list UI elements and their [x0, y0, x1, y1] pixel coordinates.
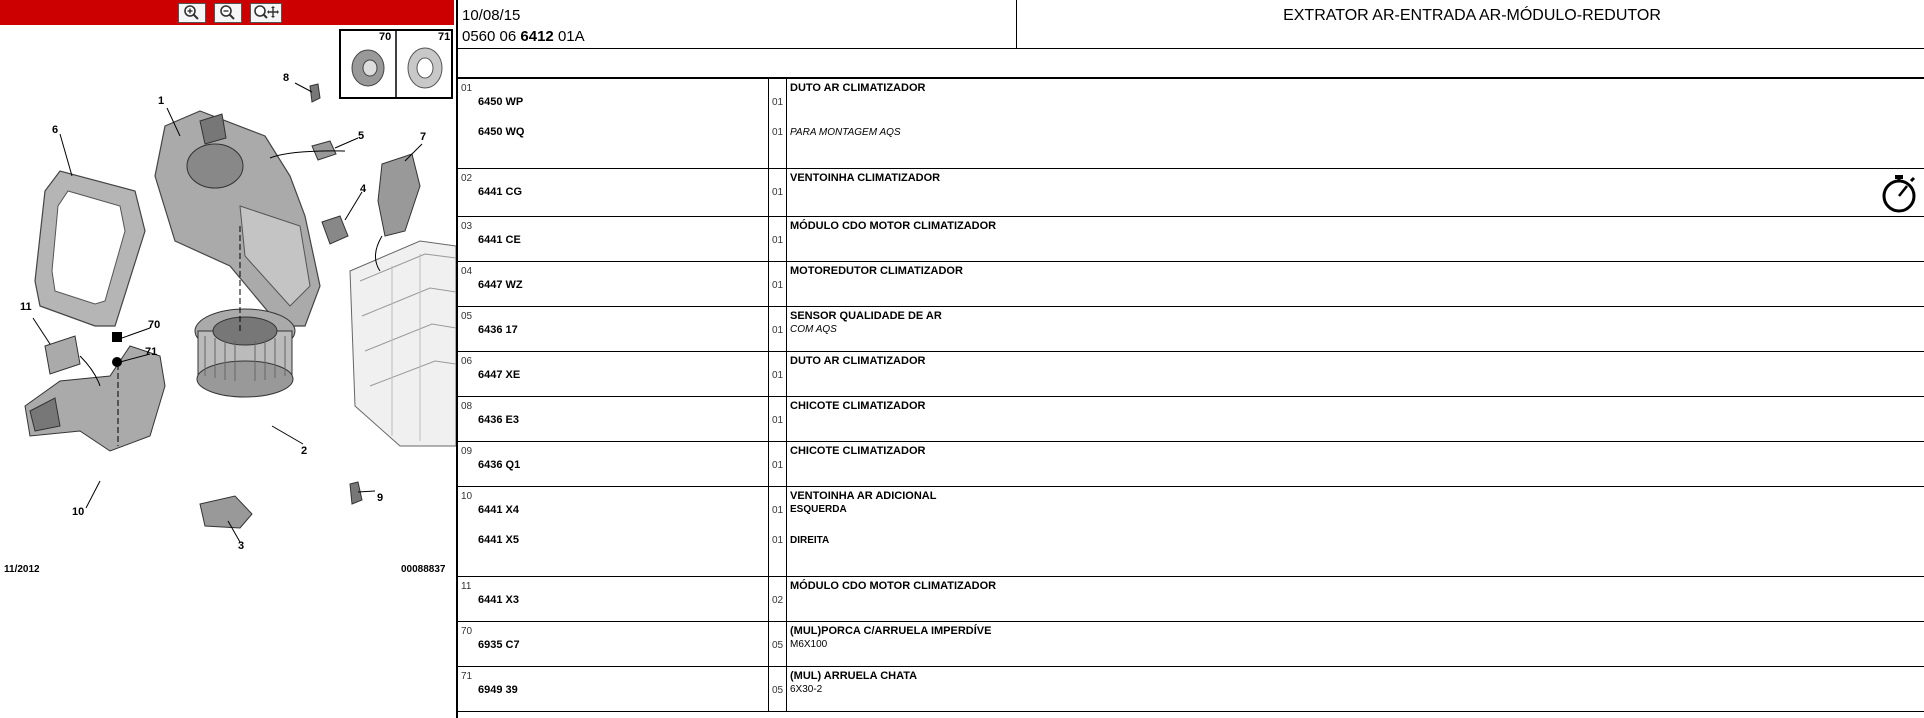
zoom-out-button[interactable] [214, 3, 242, 23]
part-10-auxiliary-fan [25, 346, 165, 451]
diagram-toolbar [0, 0, 454, 25]
item-number: 01 [461, 83, 473, 94]
part-quantity: 01 [772, 415, 784, 426]
part-quantity: 02 [772, 595, 784, 606]
part-note: 6X30-2 [790, 684, 823, 695]
part-6-duct-frame [35, 171, 145, 326]
part-quantity: 01 [772, 187, 784, 198]
part-description: MÓDULO CDO MOTOR CLIMATIZADOR [790, 220, 997, 232]
part-description: MÓDULO CDO MOTOR CLIMATIZADOR [790, 580, 997, 592]
part-7 [378, 154, 420, 236]
part-4 [322, 216, 348, 244]
part-quantity: 01 [772, 97, 784, 108]
part-description: CHICOTE CLIMATIZADOR [790, 400, 926, 412]
part-reference[interactable]: 6436 17 [478, 324, 518, 336]
header-date: 10/08/15 [462, 7, 521, 24]
part-row[interactable] [458, 217, 1924, 262]
part-reference[interactable]: 6450 WP [478, 96, 524, 108]
callout-71: 71 [145, 346, 158, 358]
part-row[interactable] [458, 169, 1924, 217]
part-description: (MUL)PORCA C/ARRUELA IMPERDÍVE [790, 625, 992, 637]
part-quantity: 01 [772, 325, 784, 336]
item-number: 04 [461, 266, 473, 277]
item-number: 08 [461, 401, 473, 412]
callout-4: 4 [360, 183, 367, 195]
parts-table [458, 79, 1924, 712]
part-reference[interactable]: 6949 39 [478, 684, 518, 696]
inset-label-70: 70 [379, 31, 392, 43]
exploded-parts-diagram [0, 26, 456, 586]
zoom-in-button[interactable] [178, 3, 206, 23]
callout-5: 5 [358, 130, 365, 142]
part-description: SENSOR QUALIDADE DE AR [790, 310, 942, 322]
parts-panel [456, 0, 1924, 718]
callout-9: 9 [377, 492, 384, 504]
callout-7: 7 [420, 131, 427, 143]
part-reference[interactable]: 6441 X5 [478, 534, 519, 546]
part-note: PARA MONTAGEM AQS [790, 127, 901, 138]
part-row[interactable] [458, 79, 1924, 169]
page-title: EXTRATOR AR-ENTRADA AR-MÓDULO-REDUTOR [1283, 7, 1661, 24]
item-number: 71 [461, 671, 473, 682]
part-reference[interactable]: 6436 E3 [478, 414, 519, 426]
part-note: COM AQS [790, 324, 837, 335]
diagram-date: 11/2012 [4, 564, 40, 575]
part-row[interactable] [458, 442, 1924, 487]
part-9 [350, 482, 362, 504]
part-description: VENTOINHA AR ADICIONAL [790, 490, 937, 502]
stopwatch-icon[interactable] [1880, 172, 1920, 219]
callout-3: 3 [238, 540, 245, 552]
part-description: CHICOTE CLIMATIZADOR [790, 445, 926, 457]
part-row[interactable] [458, 307, 1924, 352]
item-number: 11 [461, 581, 472, 592]
callout-2: 2 [301, 445, 308, 457]
part-reference[interactable]: 6436 Q1 [478, 459, 521, 471]
part-row[interactable] [458, 262, 1924, 307]
diagram-image-ref: 00088837 [401, 564, 446, 575]
part-reference[interactable]: 6447 XE [478, 369, 521, 381]
part-1-housing [155, 111, 320, 326]
part-reference[interactable]: 6441 CG [478, 186, 523, 198]
inset-label-71: 71 [438, 31, 451, 43]
zoom-in-icon [183, 4, 201, 23]
header-reference: 0560 06 6412 01A [462, 28, 585, 45]
item-number: 10 [461, 491, 473, 502]
callout-8: 8 [283, 72, 290, 84]
part-quantity: 05 [772, 640, 784, 651]
callout-11: 11 [20, 301, 32, 313]
part-description: DUTO AR CLIMATIZADOR [790, 82, 926, 94]
item-number: 03 [461, 221, 473, 232]
part-note: DIREITA [790, 535, 830, 546]
callout-70: 70 [148, 319, 161, 331]
part-quantity: 01 [772, 370, 784, 381]
part-row[interactable] [458, 352, 1924, 397]
part-reference[interactable]: 6450 WQ [478, 126, 525, 138]
item-number: 02 [461, 173, 473, 184]
diagram-panel [0, 0, 456, 718]
part-8 [310, 84, 320, 102]
part-row[interactable] [458, 622, 1924, 667]
page-header [458, 0, 1924, 49]
part-row[interactable] [458, 487, 1924, 577]
hvac-module [350, 241, 456, 446]
part-quantity: 01 [772, 235, 784, 246]
part-2-blower [195, 309, 295, 397]
part-quantity: 01 [772, 127, 784, 138]
header-spacer [458, 49, 1924, 79]
item-number: 09 [461, 446, 473, 457]
callout-10: 10 [72, 506, 85, 518]
item-number: 06 [461, 356, 473, 367]
part-quantity: 01 [772, 535, 784, 546]
part-note: ESQUERDA [790, 504, 847, 515]
item-number: 70 [461, 626, 473, 637]
zoom-pan-icon [253, 4, 279, 23]
part-description: (MUL) ARRUELA CHATA [790, 670, 918, 682]
part-11 [45, 336, 80, 374]
zoom-pan-button[interactable] [250, 3, 282, 23]
part-reference[interactable]: 6441 X3 [478, 594, 519, 606]
part-quantity: 01 [772, 280, 784, 291]
part-description: DUTO AR CLIMATIZADOR [790, 355, 926, 367]
part-quantity: 05 [772, 685, 784, 696]
zoom-out-icon [219, 4, 237, 23]
callout-1: 1 [158, 95, 165, 107]
part-row[interactable] [458, 577, 1924, 622]
item-number: 05 [461, 311, 473, 322]
part-reference[interactable]: 6447 WZ [478, 279, 523, 291]
part-note: M6X100 [790, 639, 828, 650]
part-reference[interactable]: 6441 CE [478, 234, 521, 246]
part-description: MOTOREDUTOR CLIMATIZADOR [790, 265, 963, 277]
part-quantity: 01 [772, 505, 784, 516]
part-row[interactable] [458, 667, 1924, 712]
part-reference[interactable]: 6441 X4 [478, 504, 519, 516]
part-row[interactable] [458, 397, 1924, 442]
callout-6: 6 [52, 124, 59, 136]
part-description: VENTOINHA CLIMATIZADOR [790, 172, 941, 184]
part-quantity: 01 [772, 460, 784, 471]
part-reference[interactable]: 6935 C7 [478, 639, 520, 651]
part-3 [200, 496, 252, 528]
